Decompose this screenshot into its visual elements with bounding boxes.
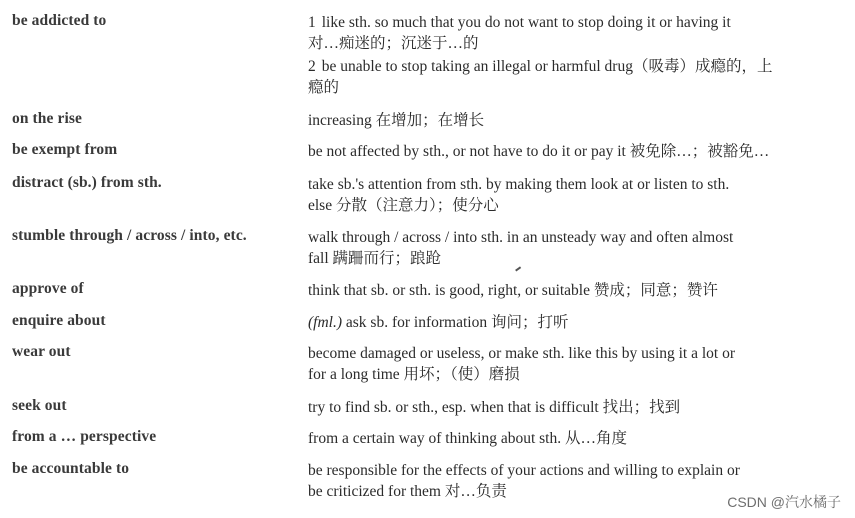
entry-term: be accountable to	[12, 460, 130, 477]
entry-definition	[308, 397, 838, 418]
definition-line	[308, 312, 838, 333]
sense-number: 1	[308, 14, 316, 31]
entry-term: be exempt from	[12, 141, 118, 158]
watermark: CSDN @汽水橘子	[727, 494, 841, 510]
register-label: (fml.)	[308, 314, 343, 331]
entry-term: stumble through / across / into, etc.	[12, 227, 247, 244]
definition-line: be criticized for them 对…负责	[308, 483, 507, 500]
sense-text: like sth. so much that you do not want to stop doing it or having it	[321, 14, 731, 31]
definition-line: think that sb. or sth. is good, right, or suitable 赞成；同意；赞许	[308, 282, 718, 299]
definition-line: try to find sb. or sth., esp. when that is difficult 找出；找到	[308, 399, 681, 416]
definition-line: be responsible for the effects of your actions and willing to explain or	[308, 462, 740, 479]
entry-term: enquire about	[12, 312, 106, 329]
definition-line: for a long time 用坏；（使）磨损	[308, 366, 520, 383]
definition-text: ask sb. for information 询问；打听	[342, 314, 569, 331]
entry-term: from a … perspective	[12, 428, 157, 445]
sense-text: 瘾的	[308, 79, 340, 96]
sense-2	[308, 56, 838, 77]
entry-definition	[308, 428, 838, 449]
entry-term: seek out	[12, 397, 67, 414]
sense-text: be unable to stop taking an illegal or harmful drug（吸毒）成瘾的，上	[321, 58, 773, 75]
entry-term: be addicted to	[12, 12, 107, 29]
entry-term: approve of	[12, 280, 84, 297]
definition-line: take sb.'s attention from sth. by making them look at or listen to sth.	[308, 176, 730, 193]
entry-definition	[308, 110, 838, 131]
definition-line: else 分散（注意力）；使分心	[308, 197, 499, 214]
definition-line: from a certain way of thinking about sth. 从…角度	[308, 430, 627, 447]
entry-definition	[308, 12, 838, 98]
entry-term: distract (sb.) from sth.	[12, 174, 162, 191]
sense-text: 对…痴迷的；沉迷于…的	[308, 35, 479, 52]
entry-definition	[308, 141, 838, 162]
definition-line: become damaged or useless, or make sth. like this by using it a lot or	[308, 345, 736, 362]
definition-line: increasing 在增加；在增长	[308, 112, 485, 129]
definition-line: walk through / across / into sth. in an unsteady way and often almost	[308, 229, 734, 246]
definition-line: be not affected by sth., or not have to do it or pay it 被免除…；被豁免…	[308, 143, 770, 160]
entry-definition	[308, 174, 838, 216]
definition-line: fall 蹒跚而行；踉跄	[308, 250, 442, 267]
entry-term: wear out	[12, 343, 71, 360]
entry-definition	[308, 343, 838, 385]
sense-number: 2	[308, 58, 316, 75]
entry-term: on the rise	[12, 110, 82, 127]
entry-definition	[308, 227, 838, 269]
sense-1	[308, 12, 838, 33]
entry-definition	[308, 312, 838, 333]
entry-definition	[308, 280, 838, 301]
